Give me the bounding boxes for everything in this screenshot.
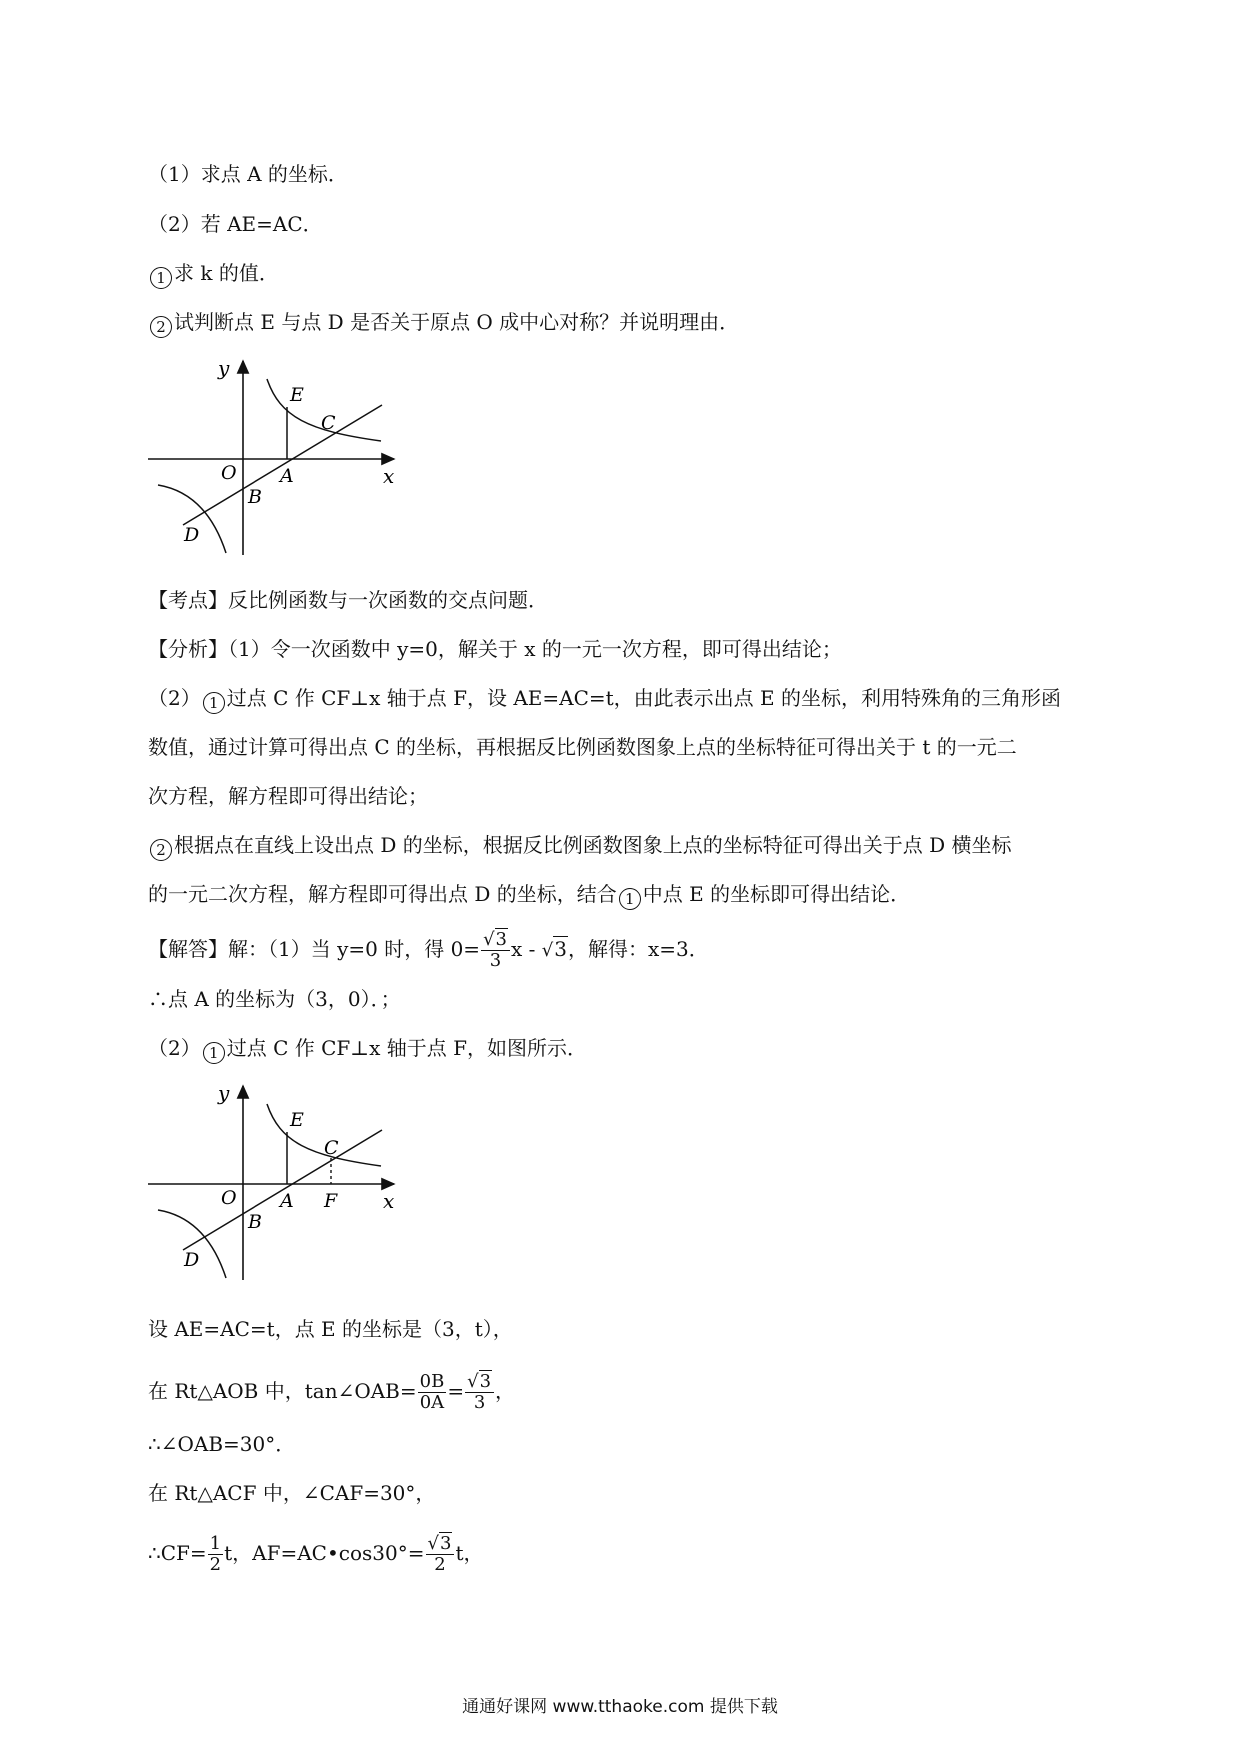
label-e: E xyxy=(290,384,304,406)
label-b: B xyxy=(248,486,262,508)
fraction: $\frac{√3}{2}$ xyxy=(426,1534,455,1575)
solution-line-2: （2） 1 过点 C 作 CF⊥x 轴于点 F，如图所示． xyxy=(148,1036,587,1062)
fraction: $\frac{0B}{0A}$ xyxy=(419,1371,445,1413)
analysis-line-5: 2 根据点在直线上设出点 D 的坐标，根据反比例函数图象上点的坐标特征可得出关于点 D 横坐标 xyxy=(148,831,1108,861)
circled-number: 1 xyxy=(203,692,225,714)
label-c: C xyxy=(324,1137,339,1159)
footer-source: 通通好课网 www.tthaoke.com 提供下载 xyxy=(462,1697,778,1717)
analysis-line-6: 的一元二次方程，解方程即可得出点 D 的坐标，结合 1 中点 E 的坐标即可得出结论． xyxy=(148,882,911,908)
label-d: D xyxy=(184,524,200,546)
solution-cf: ∴CF= $\frac{1}{2}$ t，AF=AC•cos30°= $\frac{√3}{2}$ t， xyxy=(148,1533,484,1575)
question-2-part-2: 2 试判断点 E 与点 D 是否关于原点 O 成中心对称？并说明理由． xyxy=(148,308,1108,338)
figure-graph-2 xyxy=(148,1080,400,1280)
question-2-part-1: 1 求 k 的值． xyxy=(148,259,1108,289)
label-b: B xyxy=(248,1211,262,1233)
sqrt: √3 xyxy=(541,937,567,961)
circled-number: 1 xyxy=(203,1042,225,1064)
fraction: $\frac{√3}{3}$ xyxy=(465,1372,494,1413)
solution-tan: 在 Rt△AOB 中，tan∠OAB= $\frac{0B}{0A}$ = $\frac{√3}{3}$ ， xyxy=(148,1371,516,1413)
kaodian: 【考点】反比例函数与一次函数的交点问题． xyxy=(148,588,548,612)
label-a: A xyxy=(280,465,294,487)
circled-number: 1 xyxy=(150,267,172,289)
solution-point-a: ∴点 A 的坐标为（3，0）．； xyxy=(148,987,401,1011)
analysis-line-1: 【分析】（1）令一次函数中 y=0，解关于 x 的一元一次方程，即可得出结论； xyxy=(148,637,842,661)
analysis-line-3: 数值，通过计算可得出点 C 的坐标，再根据反比例函数图象上点的坐标特征可得出关于 t 的一元二 xyxy=(148,735,1017,759)
circled-number: 1 xyxy=(619,888,641,910)
label-y: y xyxy=(218,356,230,380)
label-o: O xyxy=(221,462,237,484)
label-o: O xyxy=(221,1187,237,1209)
solution-line-1: 【解答】解：（1）当 y=0 时，得 0= $\frac{√3}{3}$ x - √3，解得：x=3． xyxy=(148,929,709,971)
label-e: E xyxy=(290,1109,304,1131)
label-y: y xyxy=(218,1081,230,1105)
label-x: x xyxy=(383,464,395,488)
analysis-line-4: 次方程，解方程即可得出结论； xyxy=(148,784,428,808)
question-2: （2）若 AE=AC． xyxy=(148,212,323,236)
label-x: x xyxy=(383,1189,395,1213)
label-f: F xyxy=(324,1190,338,1212)
analysis-line-2: （2） 1 过点 C 作 CF⊥x 轴于点 F，设 AE=AC=t，由此表示出点 E 的坐标，利用特殊角的三角形函 xyxy=(148,686,1061,712)
label-a: A xyxy=(280,1190,294,1212)
circled-number: 2 xyxy=(150,316,172,338)
label-d: D xyxy=(184,1249,200,1271)
solution-acf: 在 Rt△ACF 中，∠CAF=30°， xyxy=(148,1481,436,1505)
question-1: （1）求点 A 的坐标． xyxy=(148,162,348,186)
circled-number: 2 xyxy=(150,839,172,861)
label-c: C xyxy=(321,412,336,434)
solution-angle: ∴∠OAB=30°． xyxy=(148,1432,296,1456)
fraction: $\frac{√3}{3}$ xyxy=(481,930,510,971)
fraction: $\frac{1}{2}$ xyxy=(209,1533,222,1575)
solution-set-ae: 设 AE=AC=t，点 E 的坐标是（3，t）， xyxy=(148,1317,513,1341)
figure-graph-1 xyxy=(148,355,400,555)
